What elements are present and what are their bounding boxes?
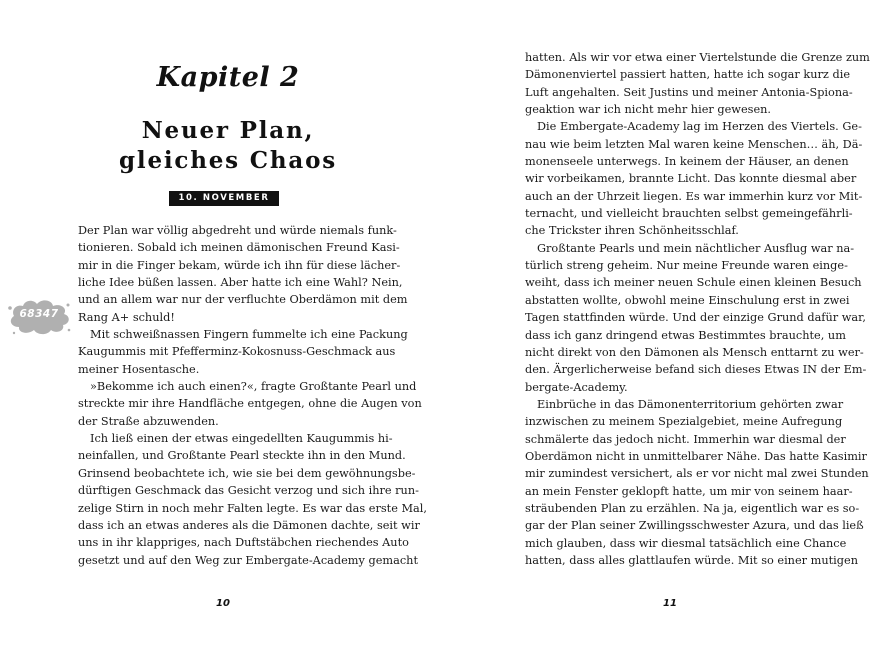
text-line: Der Plan war völlig abgedreht und würde niemals funk- [78, 224, 397, 237]
text-line: inzwischen zu meinem Spezialgebiet, meine Aufregung [525, 415, 843, 429]
text-line: Kaugummis mit Pfefferminz-Kokosnuss-Geschmack aus [78, 345, 396, 359]
text-line: Einbrüche in das Dämonenterritorium gehörten zwar [537, 397, 844, 411]
text-line: mir in die Finger bekam, würde ich ihn für diese lächer- [78, 258, 401, 272]
text-line: Oberdämon nicht in unmittelbarer Nähe. Das hatte Kasimir [525, 449, 867, 463]
text-line: che Trickster ihren Schönheitsschlaf. [525, 224, 739, 238]
text-line: gesetzt und auf den Weg zur Embergate-Academy gemacht [78, 553, 418, 567]
text-line: hatten, dass alles glattlaufen würde. Mit so einer mutigen [525, 553, 858, 567]
date-badge: 10. NOVEMBER [169, 191, 279, 206]
text-line: dass ich an etwas anderes als die Dämonen dachte, seit wir [78, 518, 420, 532]
text-line: Großtante Pearls und mein nächtlicher Ausflug war na- [537, 241, 855, 255]
text-line: nau wie beim letzten Mal waren keine Menschen… äh, Dä- [525, 137, 863, 151]
chapter-title-line-1: Neuer Plan, [141, 117, 315, 144]
text-line: monenseele unterwegs. In keinem der Häuser, an denen [525, 155, 849, 169]
text-line: Rang A+ schuld! [78, 310, 175, 324]
text-line: hatten. Als wir vor etwa einer Viertelstunde die Grenze zum [525, 51, 870, 64]
right-page [448, 0, 895, 648]
text-line: Dämonenviertel passiert hatten, hatte ich sogar kurz die [525, 68, 851, 82]
chapter-title-line-2: gleiches Chaos [119, 147, 337, 174]
left-body-text [78, 222, 427, 569]
text-line: neinfallen, und Großtante Pearl steckte ihn in den Mund. [78, 449, 406, 463]
text-line: mich glauben, dass wir diesmal tatsächlich eine Chance [525, 536, 847, 550]
text-line: uns in ihr klappriges, nach Duftstäbchen riechendes Auto [78, 536, 409, 550]
text-line: den. Ärgerlicherweise befand sich dieses Etwas IN der Em- [525, 363, 867, 377]
text-line: zelige Stirn in noch mehr Falten legte. Es war das erste Mal, [78, 501, 427, 515]
text-line: wir vorbeikamen, brannte Licht. Das konnte diesmal aber [525, 172, 857, 186]
page-number-left: 10 [216, 598, 230, 609]
text-line: auch an der Uhrzeit liegen. Es war immerhin kurz vor Mit- [525, 189, 863, 203]
text-line: tionieren. Sobald ich meinen dämonischen Freund Kasi- [78, 241, 400, 255]
chapter-title [60, 116, 396, 176]
text-line: »Bekomme ich auch einen?«, fragte Großtante Pearl und [90, 380, 417, 394]
text-line: dürftigen Geschmack das Gesicht verzog und sich ihre run- [78, 484, 419, 498]
text-line: Luft angehalten. Seit Justins und meiner Antonia-Spiona- [525, 85, 853, 99]
text-line: türlich streng geheim. Nur meine Freunde waren einge- [525, 259, 848, 273]
text-line: gar der Plan seiner Zwillingsschwester Azura, und das ließ [525, 519, 864, 533]
text-line: sträubenden Plan zu erzählen. Na ja, eigentlich war es so- [525, 501, 860, 515]
text-line: abstatten wollte, obwohl meine Einschulung erst in zwei [525, 293, 850, 307]
text-line: Die Embergate-Academy lag im Herzen des Viertels. Ge- [537, 120, 862, 134]
text-line: und an allem war nur der verfluchte Oberdämon mit dem [78, 293, 408, 307]
side-number: 68347 [19, 308, 59, 320]
page-number-right: 11 [663, 598, 677, 609]
chapter-label: Kapitel 2 [156, 62, 300, 93]
text-line: dass ich ganz dringend etwas Bestimmtes brauchte, um [525, 328, 846, 342]
text-line: Tagen stattfinden würde. Und der einzige Grund dafür war, [525, 311, 866, 325]
text-line: bergate-Academy. [525, 380, 628, 394]
right-body-text [525, 49, 870, 569]
text-line: nicht direkt von den Dämonen als Mensch enttarnt zu wer- [525, 345, 864, 359]
text-line: Ich ließ einen der etwas eingedellten Kaugummis hi- [90, 432, 393, 446]
text-line: Mit schweißnassen Fingern fummelte ich eine Packung [90, 328, 408, 342]
text-line: der Straße abzuwenden. [78, 414, 219, 428]
text-line: mir zumindest versichert, als er vor nicht mal zwei Stunden [525, 467, 869, 481]
left-page [0, 0, 447, 648]
text-line: geaktion war ich nicht mehr hier gewesen. [525, 103, 771, 117]
text-line: weiht, dass ich meiner neuen Schule einen kleinen Besuch [525, 276, 862, 290]
text-line: meiner Hosentasche. [78, 362, 200, 376]
text-line: schmälerte das jedoch nicht. Immerhin war diesmal der [525, 432, 846, 446]
text-line: an mein Fenster geklopft hatte, um mir von seinem haar- [525, 484, 853, 498]
text-line: streckte mir ihre Handfläche entgegen, ohne die Augen von [78, 397, 422, 411]
text-line: ternacht, und vielleicht brauchten selbst gemeingefährli- [525, 207, 853, 221]
text-line: liche Idee büßen lassen. Aber hatte ich eine Wahl? Nein, [78, 276, 403, 290]
text-line: Grinsend beobachtete ich, wie sie bei dem gewöhnungsbe- [78, 466, 416, 480]
